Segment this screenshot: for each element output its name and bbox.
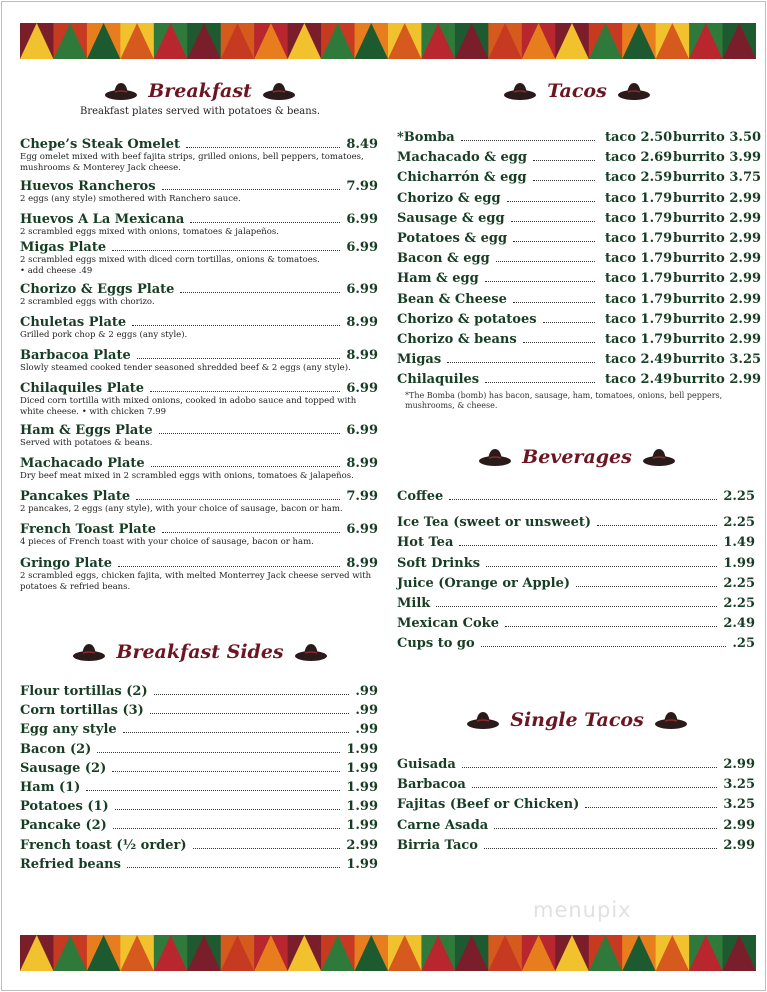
item-price: 8.49 (346, 137, 378, 152)
breakfast-header (20, 80, 380, 102)
item-line (397, 489, 755, 504)
item-line (20, 799, 378, 814)
dot-leader (505, 626, 717, 627)
breakfast-item (20, 489, 378, 515)
item-name: Gringo Plate (20, 556, 113, 571)
item-name: Chepe’s Steak Omelet (20, 137, 180, 152)
dot-leader (447, 362, 595, 363)
beverage-item (397, 556, 755, 571)
item-price: 1.99 (346, 818, 378, 834)
single-tacos-header (397, 709, 757, 731)
dot-leader (481, 646, 727, 647)
item-name: Chuletas Plate (20, 315, 127, 330)
item-name: Chorizo & Eggs Plate (20, 282, 175, 297)
burrito-price: burrito 2.99 (673, 372, 762, 388)
item-description: 2 eggs (any style) smothered with Ranchero sauce. (20, 194, 241, 204)
item-price: 8.99 (346, 556, 378, 571)
dot-leader (585, 807, 717, 808)
item-price: 1.99 (346, 780, 378, 795)
side-item (20, 761, 378, 776)
item-name: Cups to go (397, 636, 475, 651)
dot-leader (112, 771, 340, 772)
item-name: Chorizo & beans (397, 332, 517, 347)
taco-item (397, 332, 762, 347)
item-line (397, 757, 755, 772)
item-price: 6.99 (346, 212, 378, 227)
dot-leader (151, 466, 341, 467)
taco-price: taco 1.79 (605, 291, 673, 307)
item-price: 6.99 (346, 522, 378, 537)
beverage-item (397, 596, 755, 611)
item-line (20, 489, 378, 504)
item-name: Migas (397, 352, 442, 368)
dot-leader (533, 160, 595, 161)
sombrero-icon (617, 80, 651, 102)
item-line (397, 777, 755, 792)
breakfast-item (20, 179, 378, 205)
item-price: .99 (355, 703, 378, 719)
item-price: 1.99 (723, 556, 755, 571)
dot-leader (513, 302, 595, 303)
dot-leader (159, 433, 341, 434)
item-price: 1.99 (346, 856, 378, 872)
item-line (397, 556, 755, 571)
item-line (20, 240, 378, 255)
tacos-title: Tacos (547, 80, 607, 102)
item-description: 2 scrambled eggs, chicken fajita, with melted Monterrey Jack cheese served with potatoes & refried beans. (20, 571, 372, 592)
item-line (397, 838, 755, 853)
breakfast-item (20, 423, 378, 449)
item-name: Juice (Orange or Apple) (397, 576, 571, 591)
side-item (20, 857, 378, 872)
item-price: 7.99 (346, 179, 378, 194)
item-price: 6.99 (346, 282, 378, 297)
item-price: 8.99 (346, 315, 378, 330)
item-name: Huevos Rancheros (20, 179, 156, 194)
burrito-price: burrito 3.99 (673, 150, 762, 166)
bottom-banner (20, 935, 756, 971)
burrito-price: burrito 3.50 (673, 130, 762, 145)
item-line (20, 818, 378, 833)
item-price: 2.99 (346, 837, 378, 853)
side-item (20, 838, 378, 853)
item-description: 4 pieces of French toast with your choice of sausage, bacon or ham. (20, 537, 314, 547)
item-line (20, 556, 378, 571)
taco-item (397, 170, 762, 186)
item-name: Chicharrón & egg (397, 170, 527, 186)
taco-price: taco 2.59 (605, 170, 673, 186)
item-description: 2 scrambled eggs mixed with onions, tomatoes & jalapeños. (20, 227, 279, 237)
item-name: Machacado Plate (20, 456, 145, 471)
breakfast-item (20, 315, 378, 341)
sombrero-icon (654, 709, 688, 731)
item-price: 2.49 (723, 616, 755, 631)
side-item (20, 742, 378, 757)
breakfast-item (20, 212, 378, 238)
item-price: 2.99 (723, 837, 755, 853)
item-price: .99 (355, 684, 378, 699)
taco-price: taco 1.79 (605, 231, 673, 246)
beverage-item (397, 636, 755, 651)
item-price: 6.99 (346, 423, 378, 438)
sombrero-icon (104, 80, 138, 102)
item-line (20, 522, 378, 537)
sombrero-icon (72, 641, 106, 663)
dot-leader (449, 499, 717, 500)
sombrero-icon (466, 709, 500, 731)
dot-leader (132, 325, 340, 326)
taco-item (397, 372, 762, 388)
breakfast-item (20, 348, 378, 374)
item-price: .99 (355, 722, 378, 738)
item-name: Ham & egg (397, 271, 479, 287)
item-price: 1.99 (346, 741, 378, 757)
side-item (20, 703, 378, 718)
item-name: Bacon (2) (20, 741, 92, 757)
item-price: .25 (732, 636, 755, 651)
item-price: 3.25 (723, 777, 755, 793)
item-price: 6.99 (346, 240, 378, 255)
item-line (20, 423, 378, 438)
dot-leader (543, 322, 595, 323)
item-name: Chilaquiles Plate (20, 381, 145, 396)
breakfast-item (20, 381, 378, 418)
bomba-note: *The Bomba (bomb) has bacon, sausage, ham, tomatoes, onions, bell peppers, mushrooms, & cheese. (405, 391, 723, 410)
breakfast-sides-header (20, 641, 380, 663)
item-description: 2 pancakes, 2 eggs (any style), with your choice of sausage, bacon or ham. (20, 504, 343, 514)
burrito-price: burrito 2.99 (673, 231, 762, 246)
item-line (20, 381, 378, 396)
breakfast-item (20, 456, 378, 482)
beverages-header (397, 446, 757, 468)
taco-price: taco 1.79 (605, 332, 673, 347)
item-name: Ham & Eggs Plate (20, 423, 153, 438)
taco-item (397, 231, 762, 246)
single-taco-item (397, 797, 755, 812)
breakfast-item (20, 282, 378, 308)
dot-leader (523, 342, 595, 343)
item-line (397, 576, 755, 591)
item-name: Carne Asada (397, 817, 489, 833)
dot-leader (97, 752, 340, 753)
item-description: 2 scrambled eggs mixed with diced corn tortillas, onions & tomatoes. • add cheese .49 (20, 255, 320, 276)
item-name: Potatoes (1) (20, 799, 109, 815)
item-name: Pancakes Plate (20, 489, 131, 504)
burrito-price: burrito 2.99 (673, 332, 762, 347)
taco-item (397, 130, 762, 145)
taco-price: taco 2.49 (605, 372, 673, 388)
beverage-item (397, 616, 755, 631)
item-name: Sausage & egg (397, 210, 505, 226)
item-line (397, 636, 755, 651)
item-name: Guisada (397, 757, 456, 772)
item-price: 2.99 (723, 757, 755, 772)
item-name: Machacado & egg (397, 150, 527, 166)
item-line (20, 838, 378, 853)
dot-leader (459, 545, 717, 546)
item-name: Barbacoa (397, 777, 466, 793)
dot-leader (127, 867, 340, 868)
burrito-price: burrito 3.25 (673, 352, 762, 368)
item-name: Birria Taco (397, 837, 478, 853)
item-line (20, 282, 378, 297)
breakfast-item (20, 522, 378, 548)
burrito-price: burrito 2.99 (673, 311, 762, 327)
item-description: 2 scrambled eggs with chorizo. (20, 297, 155, 307)
beverage-item (397, 535, 755, 550)
dot-leader (496, 261, 595, 262)
taco-item (397, 190, 762, 206)
dot-leader (162, 532, 340, 533)
taco-price: taco 2.49 (605, 352, 673, 368)
dot-leader (494, 828, 717, 829)
item-line (397, 535, 755, 550)
dot-leader (150, 713, 350, 714)
item-line (397, 818, 755, 833)
dot-leader (462, 767, 718, 768)
dot-leader (150, 391, 340, 392)
item-name: Chorizo & egg (397, 190, 501, 206)
dot-leader (186, 147, 340, 148)
item-name: Ice Tea (sweet or unsweet) (397, 515, 592, 530)
item-line (20, 456, 378, 471)
dot-leader (486, 566, 717, 567)
sombrero-icon (503, 80, 537, 102)
top-banner (20, 23, 756, 59)
dot-leader (513, 241, 595, 242)
breakfast-subtitle: Breakfast plates served with potatoes & beans. (79, 106, 321, 117)
item-name: Soft Drinks (397, 556, 481, 571)
item-name: Huevos A La Mexicana (20, 212, 185, 227)
item-line (20, 703, 378, 718)
item-price: 8.99 (346, 348, 378, 363)
taco-item (397, 291, 762, 307)
item-line (20, 780, 378, 795)
item-name: Coffee (397, 489, 444, 504)
sombrero-icon (478, 446, 512, 468)
item-description: Egg omelet mixed with beef fajita strips, grilled onions, bell peppers, tomatoes, mushrooms & Monterey Jack cheese. (20, 152, 364, 173)
item-name: Corn tortillas (3) (20, 703, 144, 719)
taco-price: taco 1.79 (605, 210, 673, 226)
item-description: Diced corn tortilla with mixed onions, cooked in adobo sauce and topped with white cheese. • with chicken 7.99 (20, 396, 357, 417)
single-taco-item (397, 838, 755, 853)
item-name: Pancake (2) (20, 818, 107, 834)
item-price: 7.99 (346, 489, 378, 504)
item-name: Fajitas (Beef or Chicken) (397, 797, 580, 813)
sombrero-icon (642, 446, 676, 468)
dot-leader (461, 140, 595, 141)
side-item (20, 818, 378, 833)
item-price: 2.25 (723, 515, 755, 530)
item-line (20, 684, 378, 699)
breakfast-item (20, 240, 378, 277)
taco-item (397, 271, 762, 287)
watermark: menupix (533, 898, 632, 922)
item-name: Barbacoa Plate (20, 348, 131, 363)
item-line (20, 761, 378, 776)
item-line (397, 515, 755, 530)
item-description: Served with potatoes & beans. (20, 438, 153, 448)
taco-price: taco 2.69 (605, 150, 673, 166)
item-name: Sausage (2) (20, 760, 107, 776)
dot-leader (511, 221, 595, 222)
item-price: 1.49 (723, 535, 755, 550)
burrito-price: burrito 2.99 (673, 271, 762, 287)
dot-leader (86, 790, 340, 791)
item-line (397, 596, 755, 611)
side-item (20, 722, 378, 737)
dot-leader (533, 180, 595, 181)
item-name: Mexican Coke (397, 616, 499, 631)
dot-leader (112, 250, 340, 251)
dot-leader (137, 358, 341, 359)
taco-price: taco 1.79 (605, 251, 673, 267)
item-description: Grilled pork chop & 2 eggs (any style). (20, 330, 188, 340)
single-taco-item (397, 757, 755, 772)
single-tacos-title: Single Tacos (510, 709, 644, 731)
dot-leader (115, 809, 341, 810)
item-price: 1.99 (346, 799, 378, 815)
burrito-price: burrito 2.99 (673, 251, 762, 267)
dot-leader (485, 382, 595, 383)
item-name: Ham (1) (20, 780, 81, 795)
dot-leader (193, 848, 341, 849)
burrito-price: burrito 2.99 (673, 210, 762, 226)
burrito-price: burrito 3.75 (673, 170, 762, 186)
item-name: Milk (397, 596, 431, 611)
burrito-price: burrito 2.99 (673, 190, 762, 206)
dot-leader (484, 848, 717, 849)
dot-leader (162, 189, 341, 190)
item-name: Chilaquiles (397, 372, 480, 388)
breakfast-title: Breakfast (148, 80, 252, 102)
taco-price: taco 1.79 (605, 190, 673, 206)
beverage-item (397, 576, 755, 591)
side-item (20, 780, 378, 795)
burrito-price: burrito 2.99 (673, 291, 762, 307)
side-item (20, 799, 378, 814)
item-name: French Toast Plate (20, 522, 157, 537)
dot-leader (118, 566, 340, 567)
item-line (20, 137, 378, 152)
breakfast-item (20, 137, 378, 174)
dot-leader (485, 281, 595, 282)
item-price: 3.25 (723, 797, 755, 813)
item-name: French toast (½ order) (20, 837, 187, 853)
dot-leader (190, 222, 340, 223)
item-description: Slowly steamed cooked tender seasoned shredded beef & 2 eggs (any style). (20, 363, 351, 373)
breakfast-sides-title: Breakfast Sides (116, 641, 284, 663)
item-price: 2.99 (723, 817, 755, 833)
item-line (397, 797, 755, 812)
item-line (20, 722, 378, 737)
item-name: Flour tortillas (2) (20, 684, 148, 699)
dot-leader (576, 586, 717, 587)
item-price: 1.99 (346, 760, 378, 776)
taco-item (397, 311, 762, 327)
item-description: Dry beef meat mixed in 2 scrambled eggs with onions, tomatoes & jalapeños. (20, 471, 354, 481)
tacos-header (397, 80, 757, 102)
item-name: *Bomba (397, 130, 455, 145)
beverage-item (397, 489, 755, 504)
item-name: Migas Plate (20, 240, 107, 255)
item-price: 8.99 (346, 456, 378, 471)
taco-item (397, 352, 762, 368)
item-name: Hot Tea (397, 535, 454, 550)
item-price: 2.25 (723, 489, 755, 504)
item-line (20, 212, 378, 227)
item-line (20, 857, 378, 872)
item-price: 6.99 (346, 381, 378, 396)
side-item (20, 684, 378, 699)
item-name: Refried beans (20, 856, 121, 872)
taco-item (397, 210, 762, 226)
dot-leader (123, 732, 350, 733)
item-price: 2.25 (723, 596, 755, 611)
sombrero-icon (294, 641, 328, 663)
dot-leader (180, 292, 340, 293)
dot-leader (597, 525, 717, 526)
item-line (397, 616, 755, 631)
dot-leader (136, 499, 340, 500)
item-name: Bacon & egg (397, 251, 490, 267)
item-name: Egg any style (20, 722, 117, 738)
item-name: Bean & Cheese (397, 291, 507, 307)
item-name: Potatoes & egg (397, 231, 508, 246)
taco-price: taco 1.79 (605, 311, 673, 327)
item-line (20, 742, 378, 757)
taco-item (397, 251, 762, 267)
beverages-title: Beverages (522, 446, 632, 468)
dot-leader (507, 201, 595, 202)
item-price: 2.25 (723, 576, 755, 591)
single-taco-item (397, 777, 755, 792)
dot-leader (472, 787, 718, 788)
taco-price: taco 1.79 (605, 271, 673, 287)
sombrero-icon (262, 80, 296, 102)
dot-leader (154, 694, 350, 695)
item-line (20, 315, 378, 330)
breakfast-item (20, 556, 378, 593)
single-taco-item (397, 818, 755, 833)
dot-leader (113, 828, 341, 829)
taco-item (397, 150, 762, 166)
item-name: Chorizo & potatoes (397, 311, 537, 327)
taco-price: taco 2.50 (605, 130, 673, 145)
item-line (20, 348, 378, 363)
dot-leader (436, 606, 717, 607)
item-line (20, 179, 378, 194)
beverage-item (397, 515, 755, 530)
